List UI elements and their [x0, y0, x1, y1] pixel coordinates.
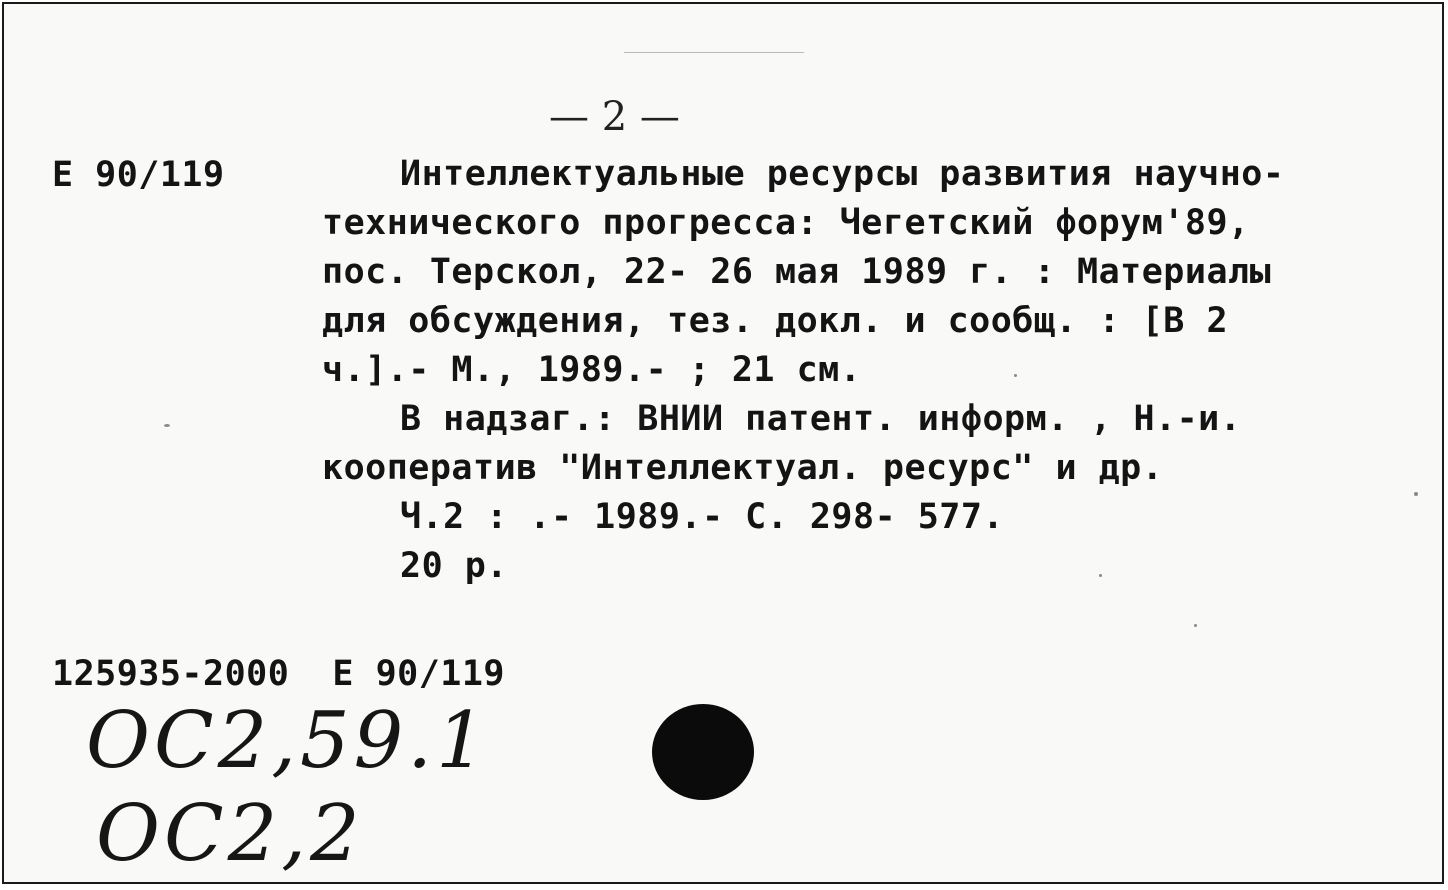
description-line: для обсуждения, тез. докл. и сообщ. : [В 2 [322, 301, 1229, 341]
part-line: Ч.2 : .- 1989.- С. 298- 577. [400, 497, 1005, 537]
speck [1414, 492, 1418, 496]
inventory-number: 125935-2000 Е 90/119 [52, 654, 506, 694]
speck [624, 52, 804, 53]
catalog-card [2, 2, 1444, 884]
speck [1099, 574, 1102, 577]
call-number: Е 90/119 [52, 155, 225, 195]
note-line: кооператив "Интеллектуал. ресурс" и др. [322, 448, 1164, 488]
bibliographic-description [322, 150, 1284, 591]
description-line: пос. Терскол, 22- 26 мая 1989 г. : Материалы [322, 252, 1272, 292]
note-line: В надзаг.: ВНИИ патент. информ. , Н.-и. [400, 399, 1242, 439]
description-line: ч.].- М., 1989.- ; 21 см. [322, 350, 862, 390]
page-marker: — 2 — [549, 94, 680, 140]
punch-hole [652, 704, 754, 800]
speck [164, 424, 170, 427]
speck [1014, 374, 1017, 377]
speck [1194, 624, 1197, 627]
description-line: Интеллектуальные ресурсы развития научно- [400, 154, 1285, 194]
handwritten-classification-2: ОС2,2 [96, 789, 364, 879]
handwritten-classification-1: ОС2,59.1 [86, 696, 490, 786]
price-line: 20 р. [400, 546, 508, 586]
description-line: технического прогресса: Чегетский форум'89, [322, 203, 1250, 243]
